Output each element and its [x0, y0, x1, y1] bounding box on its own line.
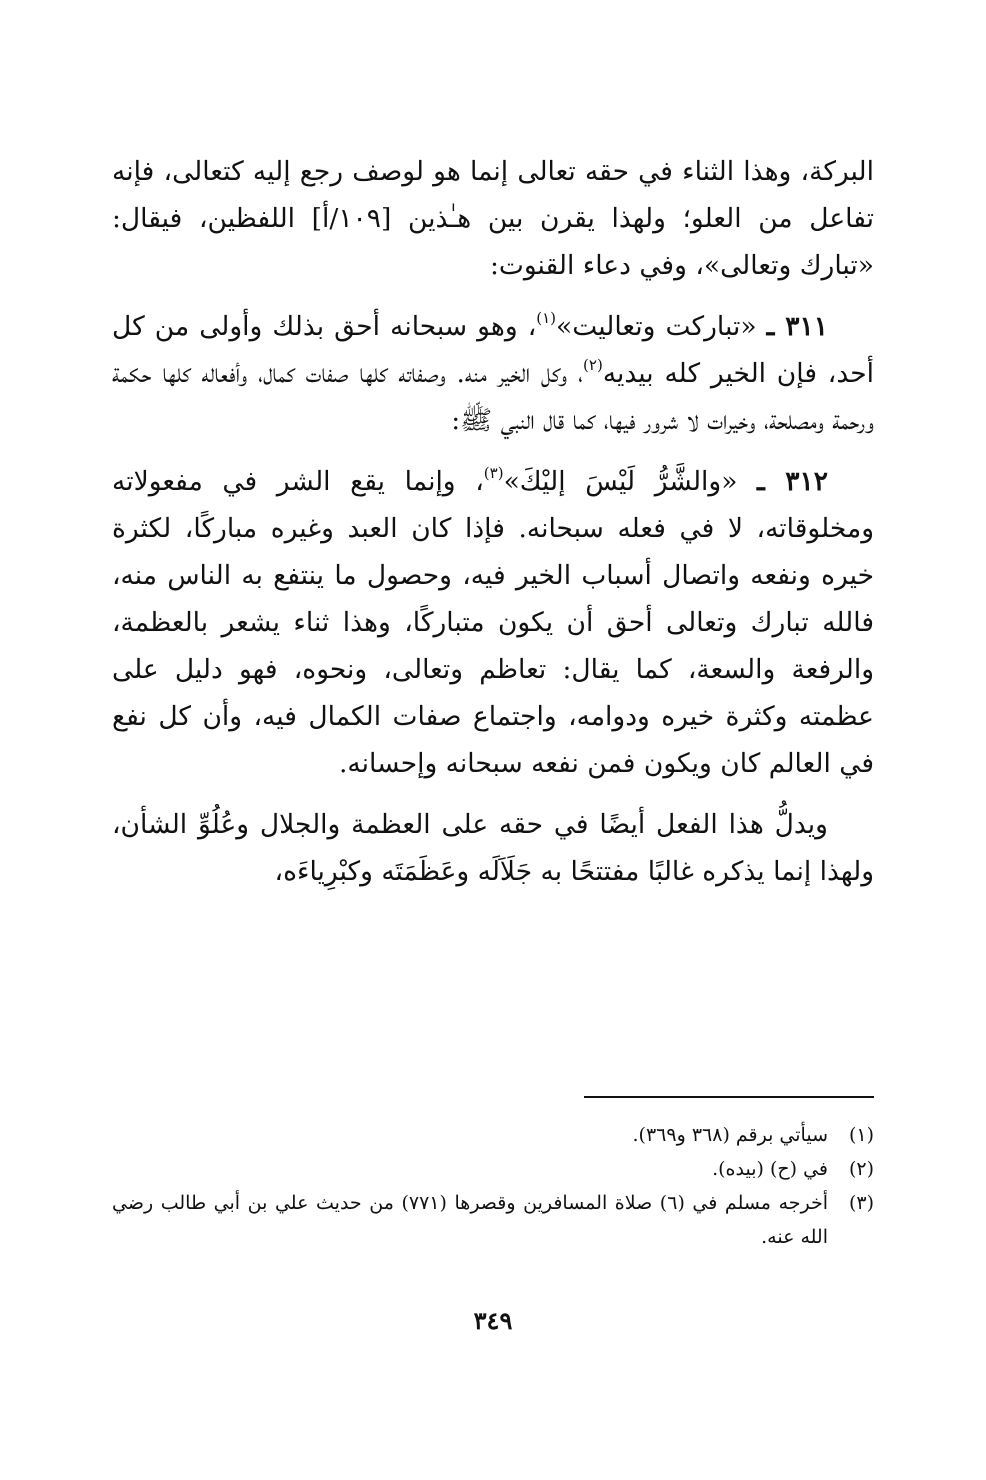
hadith-number-312: ٣١٢ ـ	[757, 466, 828, 497]
paragraph-311-text-b: ، وكل الخير منه. وصفاته كلها صفات كمال، وأفعاله كلها حكمة ورحمة ومصلحة، وخيرات لا شرور فيها، كما قال النبي ﷺ:	[112, 358, 874, 436]
paragraph-1	[112, 148, 874, 289]
paragraph-312-quote: «والشَّرُّ لَيْسَ إليْكَ»	[503, 466, 738, 497]
paragraph-312	[112, 458, 874, 787]
paragraph-1-text: البركة، وهذا الثناء في حقه تعالى إنما هو لوصف رجع إليه كتعالى، فإنه تفاعل من العلو؛ ولهذا يقرن بين هـٰذين [١٠٩/أ] اللفظين، فيقال: «تبارك وتعالى»، وفي دعاء القنوت:	[112, 156, 874, 281]
footnote-1-text: سيأتي برقم (٣٦٨ و٣٦٩).	[632, 1124, 828, 1146]
hadith-number-311: ٣١١ ـ	[766, 311, 828, 342]
footnote-ref-2: (٢)	[583, 356, 603, 374]
footnote-separator	[584, 1096, 874, 1098]
paragraph-312-text: ، وإنما يقع الشر في مفعولاته ومخلوقاته، لا في فعله سبحانه. فإذا كان العبد وغيره مباركًا، لكثرة خيره ونفعه واتصال أسباب الخير فيه، وحصول ما ينتفع به الناس منه، فالله تبارك وتعالى أحق أن يكون متباركًا، وهذا ثناء يشعر بالعظمة، والرفعة والسعة، كما يقال: تعاظم وتعالى، ونحوه، فهو دليل على عظمته وكثرة خيره ودوامه، واجتماع صفات الكمال فيه، وأن كل نفع في العالم كان ويكون فمن نفعه سبحانه وإحسانه.	[112, 466, 874, 779]
footnote-2	[112, 1152, 874, 1186]
footnote-1-mark: (١)	[848, 1124, 874, 1146]
paragraph-4	[112, 801, 874, 895]
footnotes	[112, 1118, 874, 1254]
footnote-ref-1: (١)	[536, 309, 557, 327]
page-number: ٣٤٩	[473, 1306, 513, 1335]
paragraph-4-text: ويدلُّ هذا الفعل أيضًا في حقه على العظمة والجلال وعُلُوِّ الشأن، ولهذا إنما يذكره غالبًا مفتتحًا به جَلَاَلَه وعَظَمَتَه وكبْرِياءَه،	[112, 809, 874, 887]
footnote-3-text: أخرجه مسلم في (٦) صلاة المسافرين وقصرها (٧٧١) من حديث علي بن أبي طالب رضي الله عنه.	[112, 1192, 829, 1248]
footnote-2-text: في (ح) (بيده).	[712, 1158, 828, 1180]
paragraph-311-text-a: ، وهو سبحانه أحق بذلك وأولى من كل أحد، فإن الخير كله بيديه	[112, 311, 874, 389]
paragraph-311	[112, 303, 874, 444]
footnote-3	[112, 1186, 874, 1254]
footnote-2-mark: (٢)	[848, 1158, 874, 1180]
main-text	[112, 148, 874, 909]
footnote-3-mark: (٣)	[848, 1192, 874, 1214]
footnote-1	[112, 1118, 874, 1152]
footnote-ref-3: (٣)	[483, 464, 504, 482]
paragraph-311-quote: «تباركت وتعاليت»	[556, 311, 757, 342]
